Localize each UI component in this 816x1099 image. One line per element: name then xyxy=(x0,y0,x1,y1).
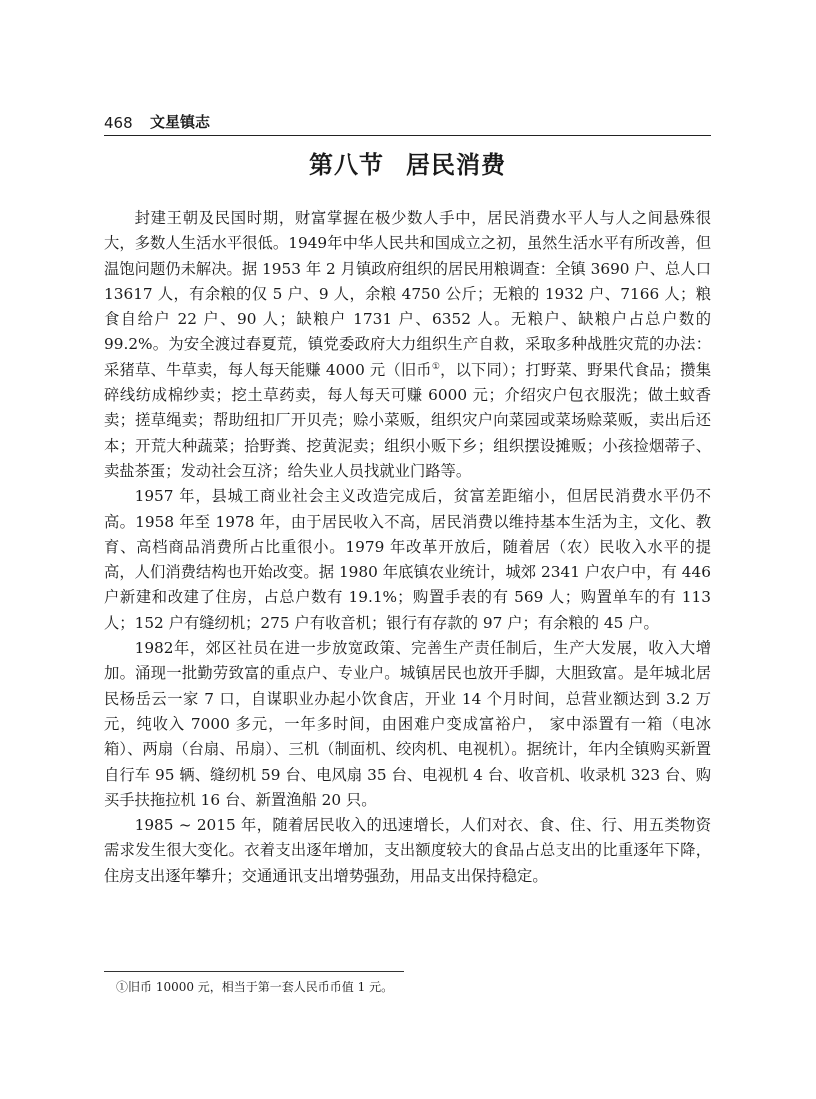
footnote-marker[interactable]: ① xyxy=(431,361,441,372)
paragraph-1-part-2: ，以下同）；打野菜、野果代食品；攒集碎线纺成棉纱卖；挖土草药卖，每人每天可赚 6000 元；介绍灾户包衣服洗；做土蚊香卖；搓草绳卖；帮助纽扣厂开贝壳；赊小菜贩，组织灾户向菜园或菜场赊菜贩，卖出后还本；开荒大种蔬菜；拾野粪、挖黄泥卖；组织小贩下乡；组织摆设摊贩；小孩捡烟蒂子、卖盐茶蛋；发动社会互济；给失业人员找就业门路等。 xyxy=(104,360,712,480)
book-title: 文星镇志 xyxy=(150,113,211,131)
paragraph-1-part-1: 封建王朝及民国时期，财富掌握在极少数人手中，居民消费水平人与人之间悬殊很大，多数人生活水平很低。1949年中华人民共和国成立之初，虽然生活水平有所改善，但温饱问题仍未解决。据 1953 年 2 月镇政府组织的居民用粮调查：全镇 3690 户、总人口 13617 人，有余粮的仅 5 户、9 人，余粮 4750 公斤；无粮的 1932 户、7166 人；粮食自给户 22 户、90 人；缺粮户 1731 户、6352 人。无粮户、缺粮户占总户数的 99.2%。为安全渡过春夏荒，镇党委政府大力组织生产自救，采取多种战胜灾荒的办法：采猪草、牛草卖，每人每天能赚 4000 元（旧币 xyxy=(104,209,711,379)
section-title xyxy=(104,145,711,180)
paragraph-1 xyxy=(104,206,711,484)
section-number: 第八节 xyxy=(309,151,384,179)
paragraph-4: 1985 ~ 2015 年，随着居民收入的迅速增长，人们对衣、食、住、行、用五类物资需求发生很大变化。衣着支出逐年增加，支出额度较大的食品占总支出的比重逐年下降，住房支出逐年攀升；交通通讯支出增势强劲，用品支出保持稳定。 xyxy=(104,816,711,885)
footnote-divider xyxy=(104,971,404,972)
section-name: 居民消费 xyxy=(406,151,506,179)
footnote: ①旧币 10000 元，相当于第一套人民币币值 1 元。 xyxy=(116,980,394,994)
body-text xyxy=(104,206,711,889)
paragraph-3: 1982年，郊区社员在进一步放宽政策、完善生产责任制后，生产大发展，收入大增加。涌现一批勤劳致富的重点户、专业户。城镇居民也放开手脚，大胆致富。是年城北居民杨岳云一家 7 口，自谋职业办起小饮食店，开业 14 个月时间，总营业额达到 3.2 万元，纯收入 7000 多元，一年多时间，由困难户变成富裕户， 家中添置有一箱（电冰箱）、两扇（台扇、吊扇）、三机（制面机、绞肉机、电视机）。据统计，年内全镇购买新置自行车 95 辆、缝纫机 59 台、电风扇 35 台、电视机 4 台、收音机、收录机 323 台、购买手扶拖拉机 16 台、新置渔船 20 只。 xyxy=(104,639,711,809)
paragraph-2: 1957 年，县城工商业社会主义改造完成后，贫富差距缩小，但居民消费水平仍不高。1958 年至 1978 年，由于居民收入不高，居民消费以维持基本生活为主，文化、教育、高档商品消费所占比重很小。1979 年改革开放后，随着居（农）民收入水平的提高，人们消费结构也开始改变。据 1980 年底镇农业统计，城郊 2341 户农户中，有 446 户新建和改建了住房，占总户数有 19.1%；购置手表的有 569 人；购置单车的有 113 人；152 户有缝纫机；275 户有收音机；银行有存款的 97 户；有余粮的 45 户。 xyxy=(104,487,711,632)
page-number: 468 xyxy=(104,114,133,132)
page-header xyxy=(104,113,711,136)
